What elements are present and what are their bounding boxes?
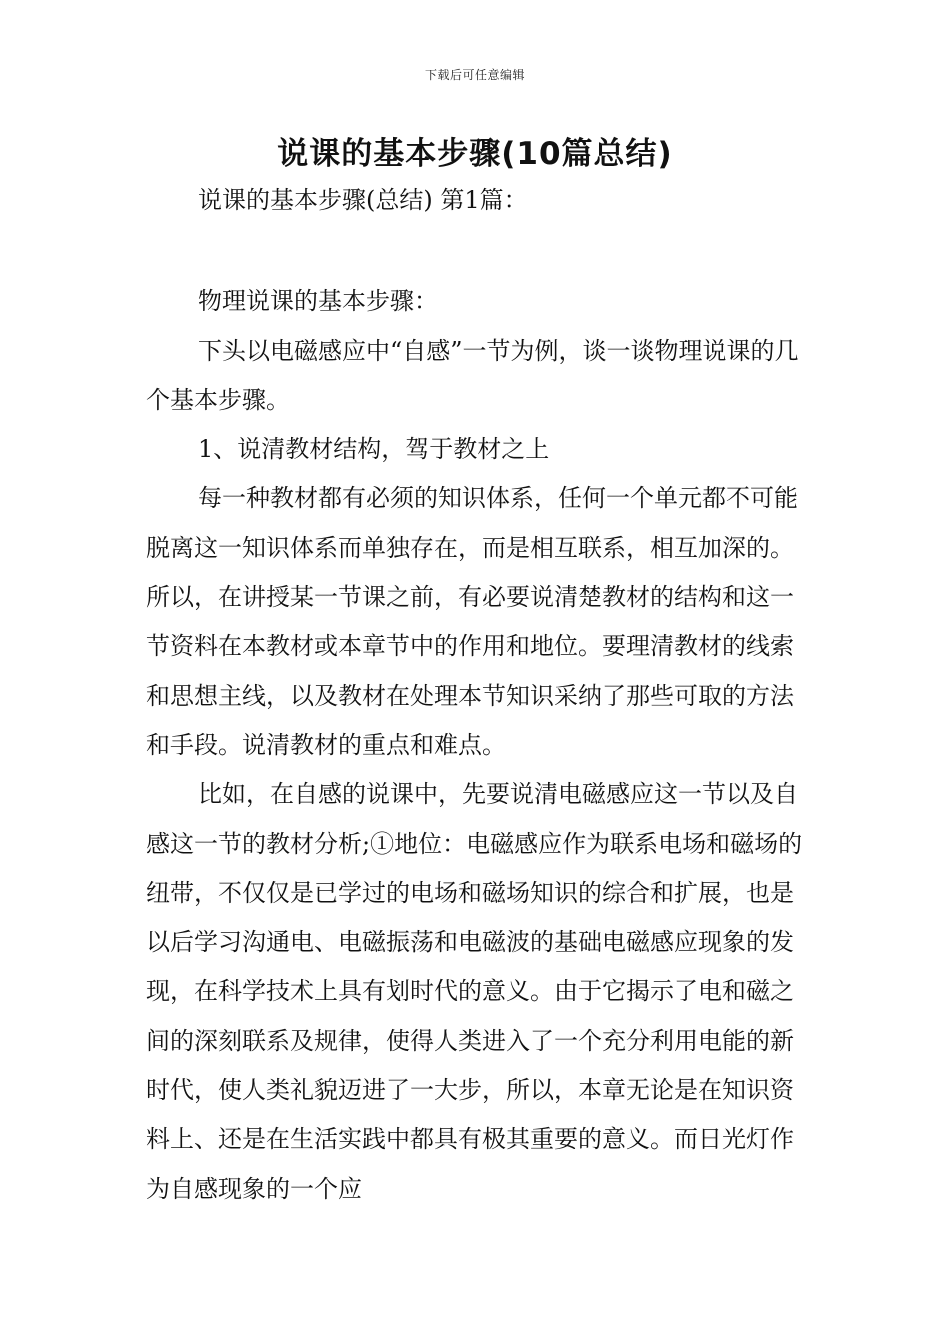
document-body [146, 176, 810, 1214]
blank-line [146, 225, 810, 273]
section-heading: 说课的基本步骤(总结) 第1篇： [198, 186, 528, 214]
paragraph-example: 比如，在自感的说课中，先要说清电磁感应这一节以及自感这一节的教材分析;①地位：电磁感应作为联系电场和磁场的纽带，不仅仅是已学过的电场和磁场知识的综合和扩展，也是以后学习沟通电、电磁振荡和电磁波的基础电磁感应现象的发现，在科学技术上具有划时代的意义。由于它揭示了电和磁之间的深刻联系及规律，使得人类进入了一个充分利用电能的新时代，使人类礼貌迈进了一大步，所以，本章无论是在知识资料上、还是在生活实践中都具有极其重要的意义。而日光灯作为自感现象的一个应 [146, 780, 803, 1203]
paragraph-step-heading: 1、说清教材结构，驾于教材之上 [198, 435, 550, 464]
paragraph-body: 每一种教材都有必须的知识体系，任何一个单元都不可能脱离这一知识体系而单独存在，而是相互联系，相互加深的。所以，在讲授某一节课之前，有必要说清楚教材的结构和这一节资料在本教材或本章节中的作用和地位。要理清教材的线索和思想主线，以及教材在处理本节知识采纳了那些可取的方法和手段。说清教材的重点和难点。 [146, 484, 798, 759]
paragraph-intro: 下头以电磁感应中“自感”一节为例，谈一谈物理说课的几个基本步骤。 [146, 336, 799, 414]
paragraph-subheading: 物理说课的基本步骤： [198, 287, 438, 316]
document-title: 说课的基本步骤(10篇总结) [277, 136, 673, 172]
header-note: 下载后可任意编辑 [424, 68, 525, 82]
